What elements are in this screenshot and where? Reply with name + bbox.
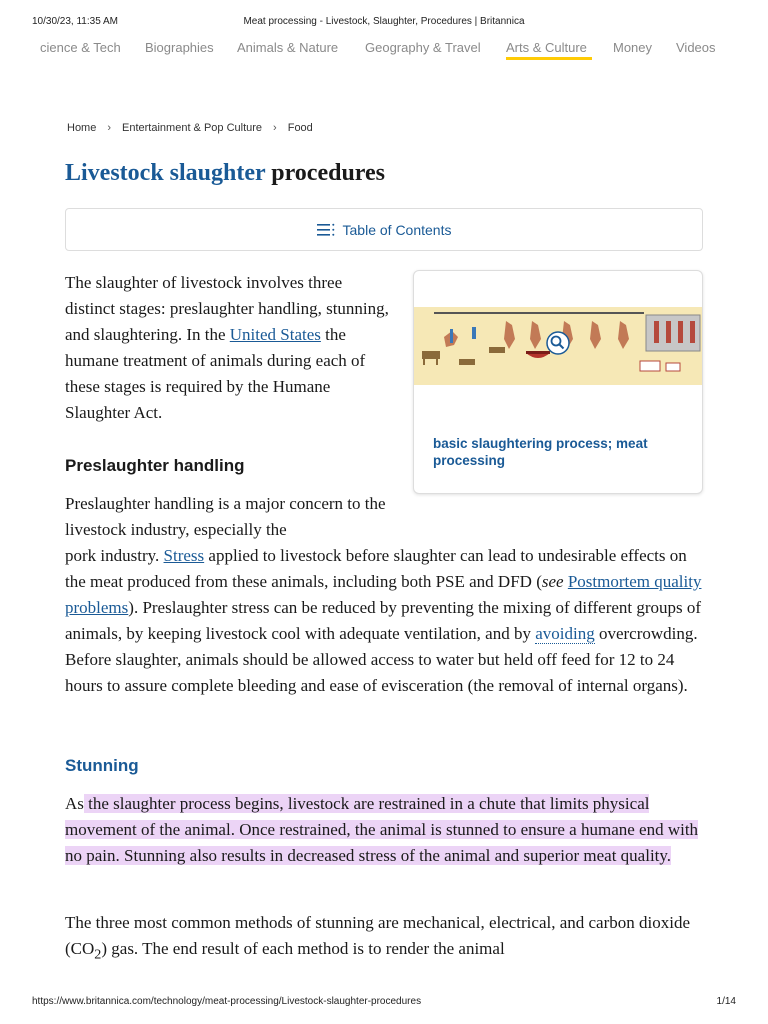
stunning-heading: Stunning — [65, 756, 139, 775]
nav-item-science-tech[interactable]: cience & Tech — [40, 40, 121, 55]
stunning-text-a: The three most common methods of stunning are mechanical, electrical, and carbon dioxide (CO — [65, 913, 691, 958]
magnifier-icon[interactable] — [547, 332, 569, 354]
title-rest: procedures — [271, 160, 386, 186]
breadcrumb-home[interactable]: Home — [67, 122, 97, 134]
preslaughter-text-3: applied to livestock before slaughter can lead to undesirable effects on the meat produced from these animals, including both PSE and DFD ( — [65, 546, 687, 591]
stunning-paragraph-2 — [65, 910, 710, 967]
page-title — [65, 160, 385, 187]
nav-item-videos[interactable]: Videos — [676, 40, 716, 55]
print-page-title: Meat processing - Livestock, Slaughter, Procedures | Britannica — [243, 16, 525, 27]
figure-card[interactable] — [413, 270, 703, 494]
breadcrumb-entertainment[interactable]: Entertainment & Pop Culture — [122, 122, 263, 134]
co2-subscript: 2 — [94, 946, 102, 963]
list-icon — [317, 223, 335, 237]
category-nav — [0, 38, 768, 62]
postmortem-quality-link[interactable]: Postmortem quality problems — [65, 572, 702, 617]
breadcrumb-food[interactable]: Food — [287, 122, 313, 134]
intro-text-1: The slaughter of livestock involves three distinct stages: preslaughter handling, stunning, and slaughtering. In the — [65, 273, 389, 344]
preslaughter-text-6: overcrowding. Before slaughter, animals should be allowed access to water but held off feed for 12 to 24 hours to assure complete bleeding and ease of evisceration (the removal of internal organs). — [65, 624, 698, 695]
print-header — [32, 16, 736, 30]
slaughtering-process-diagram[interactable] — [414, 307, 703, 385]
preslaughter-paragraph — [65, 491, 710, 699]
print-datetime: 10/30/23, 11:35 AM — [32, 16, 118, 27]
intro-paragraph — [65, 270, 395, 426]
chevron-right-icon: › — [273, 122, 277, 134]
print-page-number: 1/14 — [716, 996, 736, 1007]
nav-item-biographies[interactable]: Biographies — [145, 40, 214, 55]
see-text: see — [541, 572, 564, 591]
breadcrumb — [67, 120, 313, 136]
print-footer — [32, 996, 736, 1010]
title-link[interactable]: Livestock slaughter — [65, 160, 266, 186]
preslaughter-text-1: Preslaughter handling is a major concern to the livestock industry, especially the — [65, 494, 386, 539]
toc-label: Table of Contents — [342, 221, 452, 238]
preslaughter-text-2: pork industry. — [65, 546, 164, 565]
preslaughter-heading: Preslaughter handling — [65, 456, 245, 475]
nav-item-money[interactable]: Money — [613, 40, 653, 55]
nav-item-geography-travel[interactable]: Geography & Travel — [365, 40, 481, 55]
stunning-paragraph-1 — [65, 791, 710, 869]
united-states-link[interactable]: United States — [229, 325, 321, 344]
chevron-right-icon: › — [107, 122, 112, 134]
avoiding-link[interactable]: avoiding — [535, 624, 595, 643]
nav-item-arts-culture[interactable]: Arts & Culture — [506, 40, 587, 55]
intro-text-2: the humane treatment of animals during each of these stages is required by the Humane Slaughter Act. — [65, 325, 366, 422]
preslaughter-text-5: ). Preslaughter stress can be reduced by preventing the mixing of different groups of animals, by keeping livestock cool with adequate ventilation, and by — [65, 598, 702, 643]
nav-item-animals-nature[interactable]: Animals & Nature — [237, 40, 339, 55]
figure-caption[interactable]: basic slaughtering process; meat processing — [433, 436, 648, 468]
active-nav-underline — [506, 57, 592, 60]
stress-link[interactable]: Stress — [163, 546, 205, 565]
print-url: https://www.britannica.com/technology/meat-processing/Livestock-slaughter-procedures — [32, 996, 422, 1007]
stunning-text-start: As — [65, 794, 84, 813]
table-of-contents-button[interactable] — [65, 208, 703, 251]
highlighted-text: the slaughter process begins, livestock are restrained in a chute that limits physical movement of the animal. Once restrained, the animal is stunned to ensure a humane end with no pain. Stunning also results in decreased stress of the animal and superior meat quality. — [65, 794, 699, 865]
stunning-text-b: ) gas. The end result of each method is to render the animal — [101, 939, 505, 958]
